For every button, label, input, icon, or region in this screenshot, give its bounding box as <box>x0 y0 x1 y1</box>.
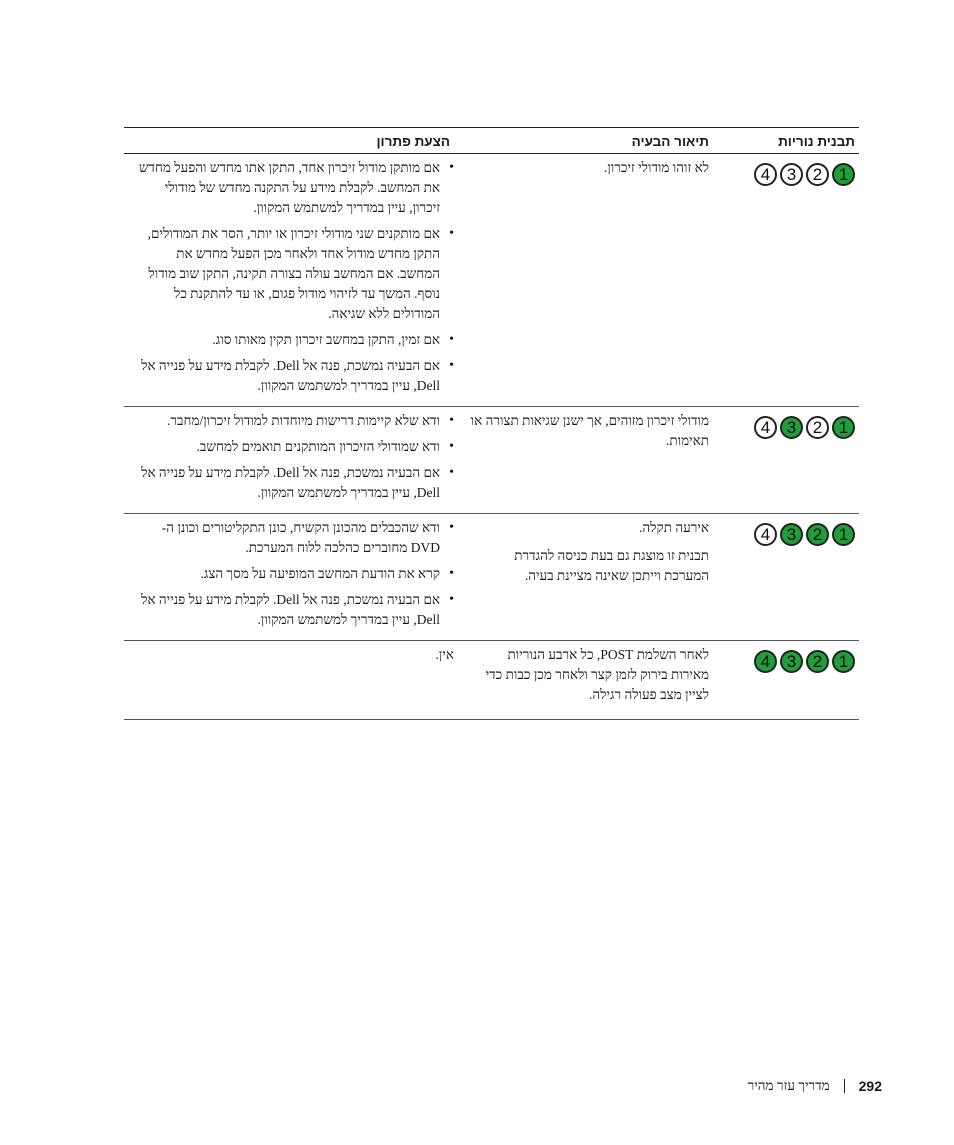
diagnostic-light-3-on: 3 <box>780 650 803 673</box>
table-header-row <box>124 128 859 154</box>
diagnostic-lights-table <box>124 127 859 720</box>
problem-description-cell <box>462 154 719 407</box>
footer-title: מדריך עזר מהיר <box>747 1078 830 1093</box>
diagnostic-light-2-off: 2 <box>806 163 829 186</box>
solution-item: • אם זמין, התקן במחשב זיכרון תקין מאותו סוג. <box>132 330 454 350</box>
solution-list <box>132 158 454 396</box>
solution-item: • אם מותקן מודול זיכרון אחד, התקן אתו מחדש והפעל מחדש את המחשב. לקבלת מידע על התקנה מחדש של מודולי זיכרון, עיין במדריך למשתמש המקוון. <box>132 158 454 218</box>
diagnostic-light-3-off: 3 <box>780 163 803 186</box>
light-pattern <box>719 416 855 439</box>
page-number: 292 <box>858 1078 882 1094</box>
suggested-solution-cell <box>124 407 462 514</box>
suggested-solution-cell <box>124 154 462 407</box>
light-pattern-cell <box>719 641 859 720</box>
header-solution: הצעת פתרון <box>124 128 462 154</box>
solution-item: • ודא שלא קיימות דרישות מיוחדות למודול זיכרון/מחבר. <box>132 411 454 431</box>
problem-description-cell <box>462 407 719 514</box>
diagnostic-light-2-on: 2 <box>806 523 829 546</box>
diagnostic-light-1-on: 1 <box>832 163 855 186</box>
solution-item: • אם מותקנים שני מודולי זיכרון או יותר, הסר את המודולים, התקן מחדש מודול אחד ולאחר מכן הפעל מחדש את המחשב. אם המחשב עולה בצורה תקינה, התקן שוב מודול נוסף. המשך עד לזיהוי מודול פגום, או עד להתקנת כל המודולים ללא שגיאה. <box>132 224 454 324</box>
problem-description-cell <box>462 514 719 641</box>
diagnostic-light-3-on: 3 <box>780 523 803 546</box>
diagnostic-light-3-on: 3 <box>780 416 803 439</box>
diagnostic-lights-table-container <box>124 127 859 720</box>
table-row <box>124 641 859 720</box>
footer-divider <box>844 1079 845 1093</box>
light-pattern-cell <box>719 154 859 407</box>
light-pattern-cell <box>719 407 859 514</box>
suggested-solution-cell <box>124 641 462 720</box>
diagnostic-light-1-on: 1 <box>832 523 855 546</box>
problem-description: אירעה תקלה. <box>639 520 709 535</box>
solution-item: • ודא שמודולי הזיכרון המותקנים תואמים למחשב. <box>132 437 454 457</box>
table-row <box>124 154 859 407</box>
diagnostic-light-4-off: 4 <box>754 416 777 439</box>
problem-description: לא זוהו מודולי זיכרון. <box>603 160 709 175</box>
solution-text: אין. <box>435 647 454 662</box>
diagnostic-light-1-on: 1 <box>832 650 855 673</box>
diagnostic-light-4-on: 4 <box>754 650 777 673</box>
light-pattern <box>719 523 855 546</box>
table-row <box>124 407 859 514</box>
header-pattern: תבנית נוריות <box>719 128 859 154</box>
diagnostic-light-2-off: 2 <box>806 416 829 439</box>
solution-item: • אם הבעיה נמשכת, פנה אל Dell. לקבלת מידע על פנייה אל Dell, עיין במדריך למשתמש המקוון. <box>132 590 454 630</box>
table-row <box>124 514 859 641</box>
diagnostic-light-4-off: 4 <box>754 523 777 546</box>
solution-item: • אם הבעיה נמשכת, פנה אל Dell. לקבלת מידע על פנייה אל Dell, עיין במדריך למשתמש המקוון. <box>132 356 454 396</box>
diagnostic-light-4-off: 4 <box>754 163 777 186</box>
header-description: תיאור הבעיה <box>462 128 719 154</box>
solution-item: • ודא שהכבלים מהכונן הקשיח, כונן התקליטורים וכונן ה- DVD מחוברים כהלכה ללוח המערכת. <box>132 518 454 558</box>
page-footer <box>748 1078 882 1094</box>
solution-item: • אם הבעיה נמשכת, פנה אל Dell. לקבלת מידע על פנייה אל Dell, עיין במדריך למשתמש המקוון. <box>132 463 454 503</box>
diagnostic-light-2-on: 2 <box>806 650 829 673</box>
table-body <box>124 154 859 720</box>
light-pattern <box>719 650 855 673</box>
solution-item: • קרא את הודעת המחשב המופיעה על מסך הצג. <box>132 564 454 584</box>
light-pattern-cell <box>719 514 859 641</box>
problem-description: לאחר השלמת POST, כל ארבע הנוריות מאירות בירוק לזמן קצר ולאחר מכן כבות כדי לציין מצב פעולה רגילה. <box>485 647 709 702</box>
problem-description: מודולי זיכרון מזוהים, אך ישנן שגיאות תצורה או תאימות. <box>470 413 709 448</box>
problem-description-cell <box>462 641 719 720</box>
light-pattern <box>719 163 855 186</box>
diagnostic-light-1-on: 1 <box>832 416 855 439</box>
solution-list <box>132 411 454 503</box>
suggested-solution-cell <box>124 514 462 641</box>
problem-description: תבנית זו מוצגת גם בעת כניסה להגדרת המערכת וייתכן שאינה מציינת בעיה. <box>514 548 709 583</box>
solution-list <box>132 518 454 630</box>
